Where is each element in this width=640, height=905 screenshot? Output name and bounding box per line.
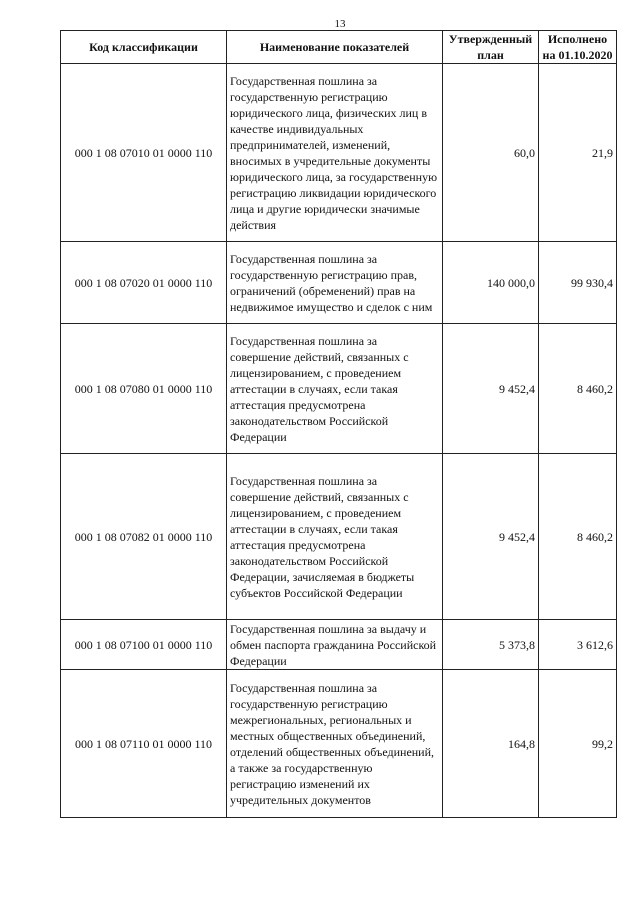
table-row	[61, 670, 617, 818]
page-number: 13	[334, 18, 346, 30]
row-executed: 21,9	[539, 64, 617, 242]
revenue-table	[60, 30, 617, 818]
row-plan: 164,8	[443, 670, 539, 818]
row-name: Государственная пошлина за государственную регистрацию прав, ограничений (обременений) прав на недвижимое имущество и сделок с ним	[227, 242, 443, 324]
row-code: 000 1 08 07080 01 0000 110	[61, 324, 227, 454]
header-plan: Утвержденный план	[443, 31, 539, 64]
row-name: Государственная пошлина за совершение действий, связанных с лицензированием, с проведением аттестации в случаях, если такая аттестация предусмотрена законодательством Российской Федерации	[227, 324, 443, 454]
row-code: 000 1 08 07082 01 0000 110	[61, 454, 227, 620]
row-name: Государственная пошлина за выдачу и обмен паспорта гражданина Российской Федерации	[227, 620, 443, 670]
header-executed: Исполнено на 01.10.2020	[539, 31, 617, 64]
row-plan: 9 452,4	[443, 454, 539, 620]
row-code: 000 1 08 07010 01 0000 110	[61, 64, 227, 242]
table-row	[61, 64, 617, 242]
table-row	[61, 620, 617, 670]
table-row	[61, 454, 617, 620]
header-name: Наименование показателей	[227, 31, 443, 64]
row-name: Государственная пошлина за совершение действий, связанных с лицензированием, с проведением аттестации в случаях, если такая аттестация предусмотрена законодательством Российской Федерации, зачисляемая в бюджеты субъектов Российской Федерации	[227, 454, 443, 620]
row-executed: 99,2	[539, 670, 617, 818]
row-executed: 3 612,6	[539, 620, 617, 670]
row-executed: 8 460,2	[539, 324, 617, 454]
row-plan: 140 000,0	[443, 242, 539, 324]
row-name: Государственная пошлина за государственную регистрацию межрегиональных, региональных и местных общественных объединений, отделений общественных объединений, а также за государственную регистрацию изменений их учредительных документов	[227, 670, 443, 818]
row-code: 000 1 08 07100 01 0000 110	[61, 620, 227, 670]
row-plan: 60,0	[443, 64, 539, 242]
row-plan: 9 452,4	[443, 324, 539, 454]
row-name: Государственная пошлина за государственную регистрацию юридического лица, физических лиц в качестве индивидуальных предпринимателей, изменений, вносимых в учредительные документы юридического лица, за государственную регистрацию ликвидации юридического лица и другие юридически значимые действия	[227, 64, 443, 242]
table-row	[61, 242, 617, 324]
row-executed: 99 930,4	[539, 242, 617, 324]
row-executed: 8 460,2	[539, 454, 617, 620]
header-code: Код классификации	[61, 31, 227, 64]
row-code: 000 1 08 07110 01 0000 110	[61, 670, 227, 818]
table-header-row	[61, 31, 617, 64]
table-row	[61, 324, 617, 454]
row-plan: 5 373,8	[443, 620, 539, 670]
row-code: 000 1 08 07020 01 0000 110	[61, 242, 227, 324]
